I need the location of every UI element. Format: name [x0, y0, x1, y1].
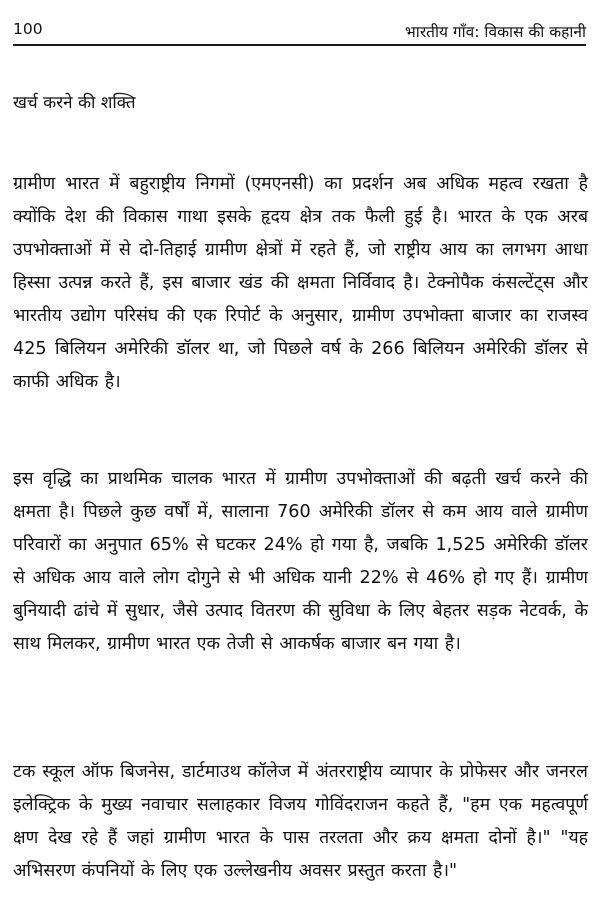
body-paragraph: टक स्कूल ऑफ बिजनेस, डार्टमाउथ कॉलेज में अंतरराष्ट्रीय व्यापार के प्रोफेसर और जनरल इलेक्ट्रिक के मुख्य नवाचार सलाहकार विजय गोविंदराजन कहते हैं, "हम एक महत्वपूर्ण क्षण देख रहे हैं जहां ग्रामीण भारत के पास तरलता और क्रय क्षमता दोनों है।" "यह अभिसरण कंपनियों के लिए एक उल्लेखनीय अवसर प्रस्तुत करता है।" [13, 761, 588, 881]
body-paragraph: इस वृद्धि का प्राथमिक चालक भारत में ग्रामीण उपभोक्ताओं की बढ़ती खर्च करने की क्षमता है। पिछले कुछ वर्षों में, सालाना 760 अमेरिकी डॉलर से कम आय वाले ग्रामीण परिवारों का अनुपात 65% से घटकर 24% हो गया है, जबकि 1,525 अमेरिकी डॉलर से अधिक आय वाले लोग दोगुने से भी अधिक यानी 22% से 46% हो गए हैं। ग्रामीण बुनियादी ढांचे में सुधार, जैसे उत्पाद वितरण की सुविधा के लिए बेहतर सड़क नेटवर्क, के साथ मिलकर, ग्रामीण भारत एक तेजी से आकर्षक बाजार बन गया है। [13, 468, 588, 654]
body-paragraph: ग्रामीण भारत में बहुराष्ट्रीय निगमों (एमएनसी) का प्रदर्शन अब अधिक महत्व रखता है क्योंकि देश की विकास गाथा इसके हृदय क्षेत्र तक फैली हुई है। भारत के एक अरब उपभोक्ताओं में से दो-तिहाई ग्रामीण क्षेत्रों में रहते हैं, जो राष्ट्रीय आय का लगभग आधा हिस्सा उत्पन्न करते हैं, इस बाजार खंड की क्षमता निर्विवाद है। टेक्नोपैक कंसल्टेंट्स और भारतीय उद्योग परिसंघ की एक रिपोर्ट के अनुसार, ग्रामीण उपभोक्ता बाजार का राजस्व 425 बिलियन अमेरिकी डॉलर था, जो पिछले वर्ष के 266 बिलियन अमेरिकी डॉलर से काफी अधिक है। [13, 173, 588, 392]
page-header [13, 18, 586, 46]
running-title: भारतीय गाँव: विकास की कहानी [404, 23, 586, 41]
page-number: 100 [13, 20, 43, 38]
section-heading: खर्च करने की शक्ति [13, 93, 136, 113]
